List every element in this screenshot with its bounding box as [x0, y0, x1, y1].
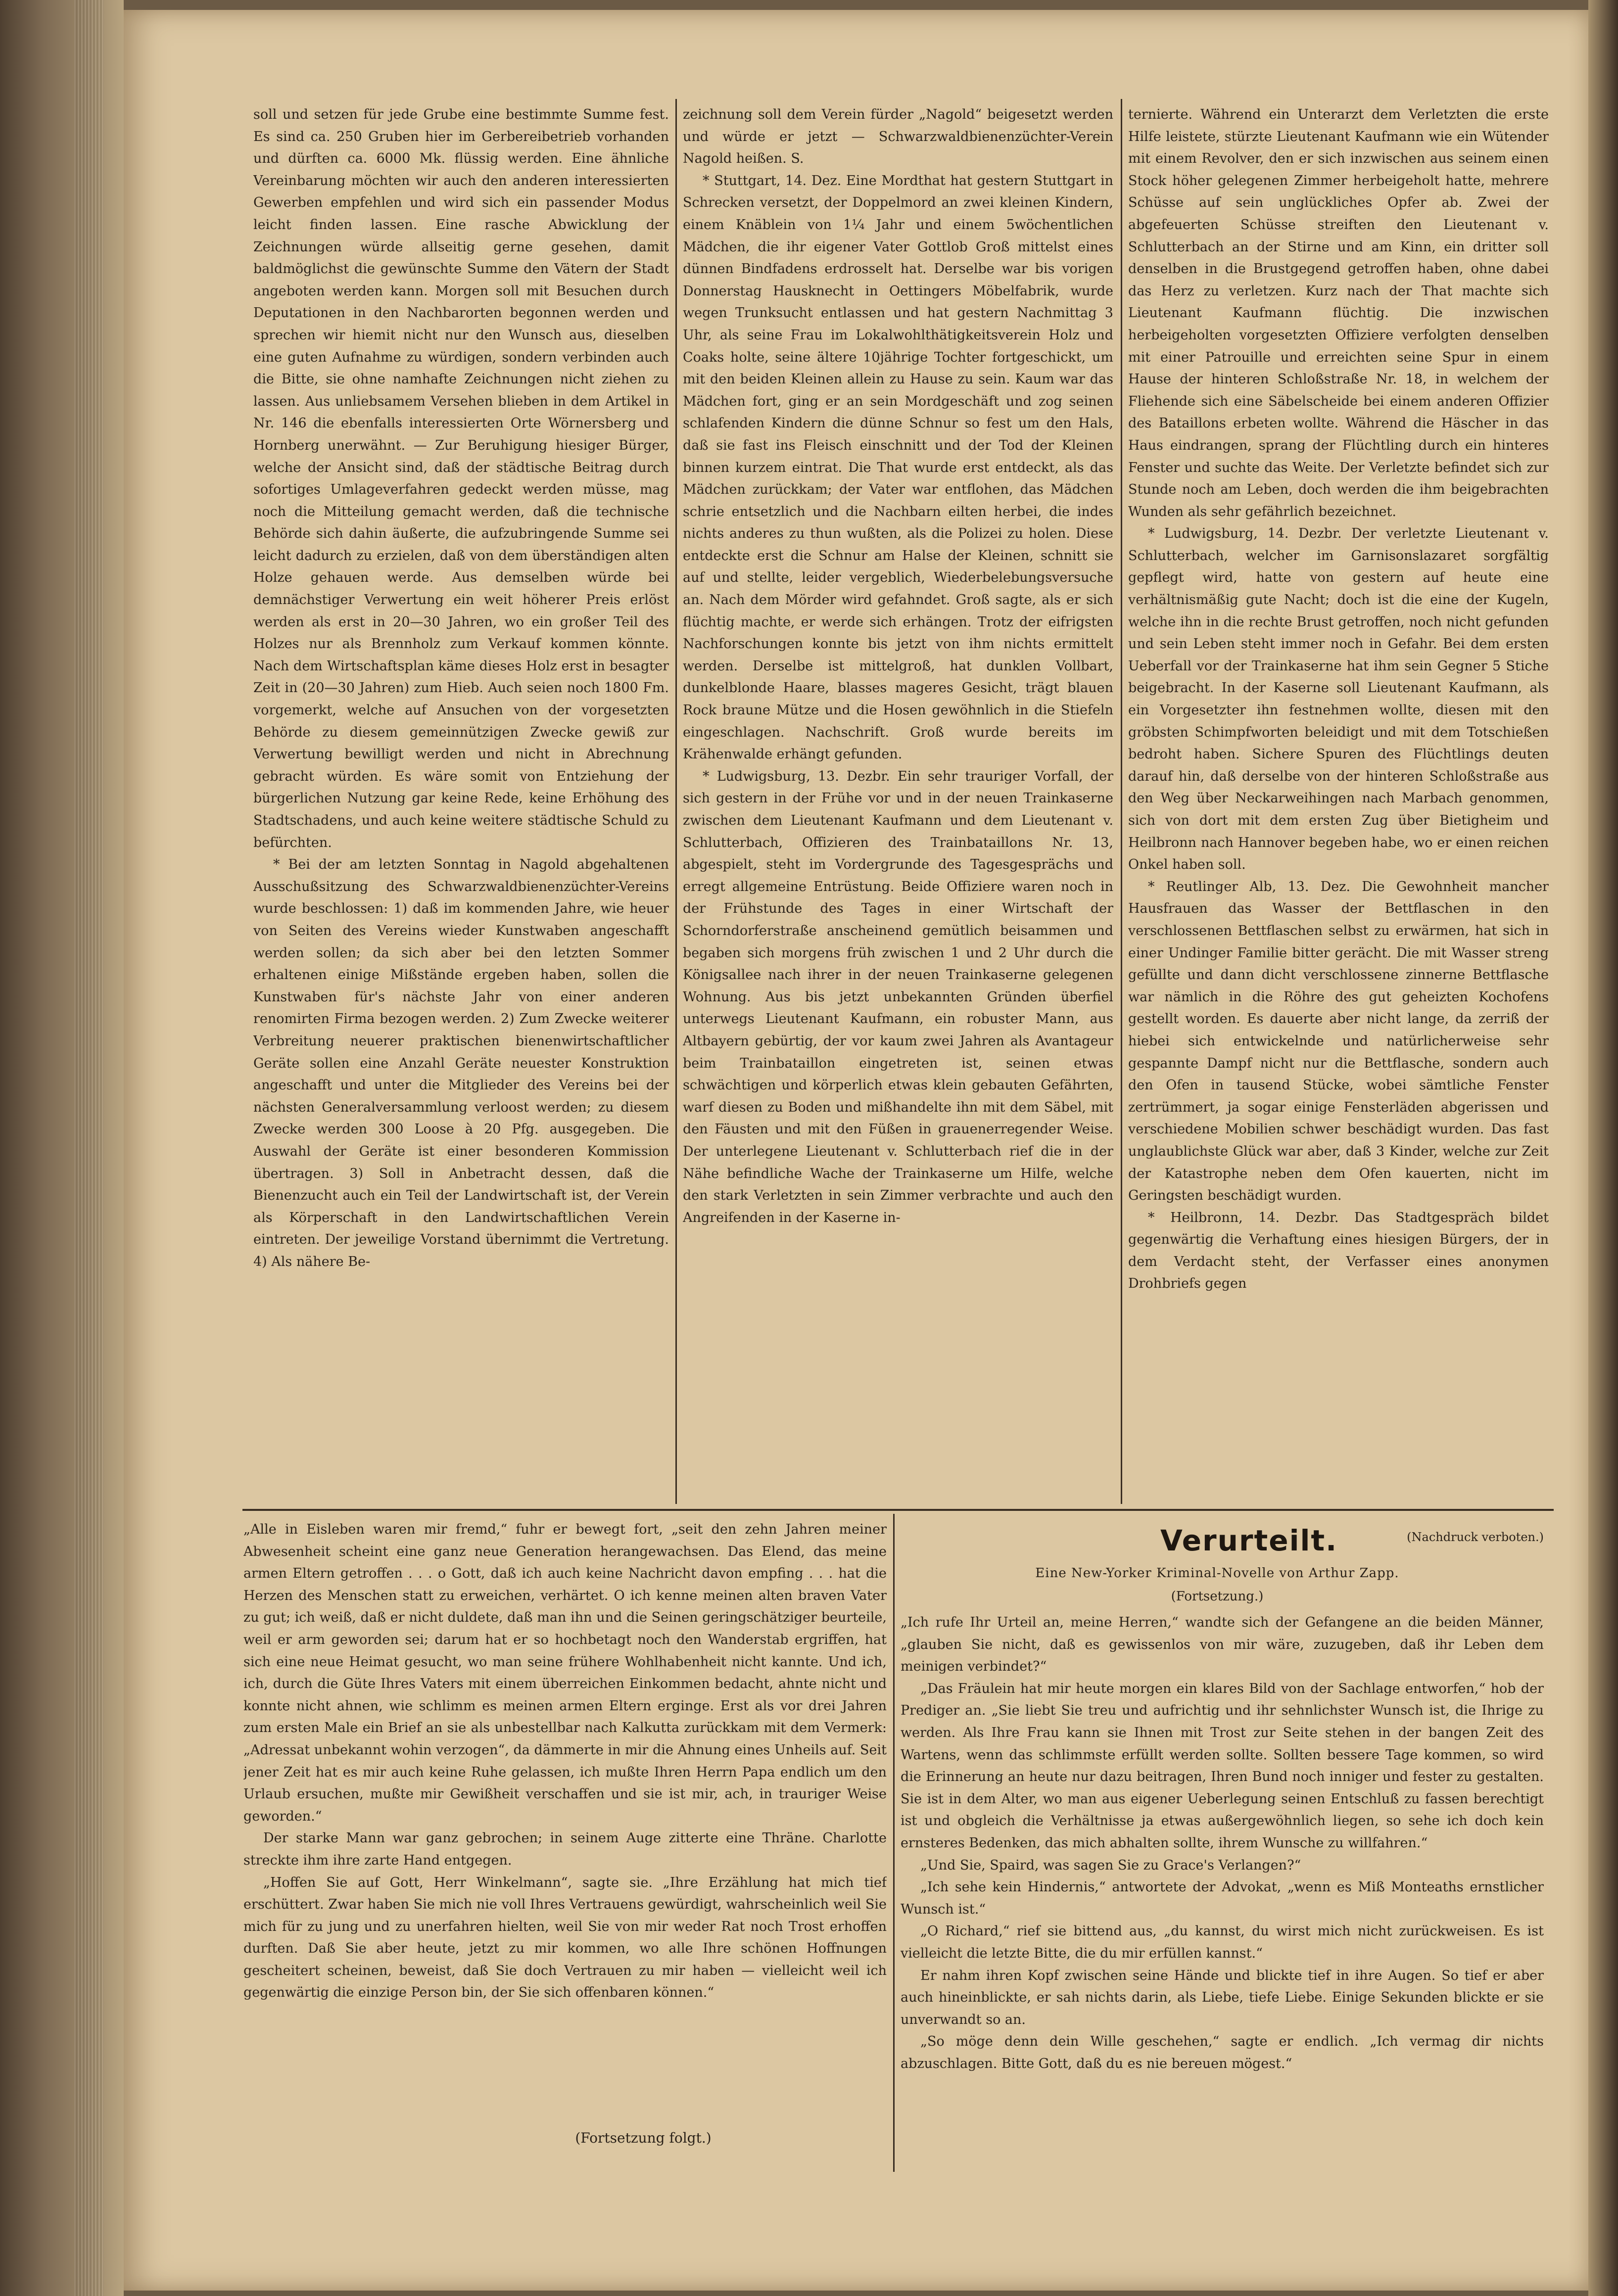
novel-paragraph: „Ich rufe Ihr Urteil an, meine Herren,“ wandte sich der Gefangene an die beiden Männer, „glauben Sie nicht, daß es gewissenlos von mir wäre, zuzugeben, daß ihr Leben dem meinigen verbindet?“ — [901, 1615, 1544, 1675]
page-edge — [1588, 0, 1618, 2296]
article-continuation: zeichnung soll dem Verein fürder „Nagold“ beigesetzt werden und würde er jetzt — Schwarzwaldbienenzüchter-Verein Nagold heißen. S. — [683, 107, 1113, 167]
article-ludwigsburg-14: * Ludwigsburg, 14. Dezbr. Der verletzte Lieutenant v. Schlutterbach, welcher im Garnisonslazaret sorgfältig gepflegt wird, hatte von gestern auf heute eine verhältnismäßig gute Nacht; doch ist die eine der Kugeln, welche ihn in die rechte Brust getroffen, noch nicht gefunden und sein Leben steht immer noch in Gefahr. Bei dem ersten Ueberfall vor der Trainkaserne hat ihm sein Gegner 5 Stiche beigebracht. In der Kaserne soll Lieutenant Kaufmann, als ein Vorgesetzter ihn festnehmen wollte, diesen mit den gröbsten Schimpfworten beleidigt und mit dem Totschießen bedroht haben. Sichere Spuren des Flüchtlings deuten darauf hin, daß derselbe von der hinteren Schloßstraße aus den Weg über Neckarweihingen nach Marbach genommen, sich von dort mit dem ersten Zug über Bietigheim und Heilbronn nach Hannover begeben habe, wo er einen reichen Onkel haben soll. — [1128, 526, 1549, 873]
continuation-note: (Fortsetzung folgt.) — [575, 2130, 712, 2146]
story-paragraph: „Hoffen Sie auf Gott, Herr Winkelmann“, sagte sie. „Ihre Erzählung hat mich tief erschüttert. Zwar haben Sie mich nie voll Ihres Vertrauens gewürdigt, wahrscheinlich weil Sie mich für zu jung und zu unerfahren hielten, weil Sie von mir weder Rat noch Trost erhoffen durften. Daß Sie aber heute, jetzt zu mir kommen, wo alle Ihre schönen Hoffnungen gescheitert scheinen, beweist, daß Sie doch Vertrauen zu mir haben — vielleicht weil ich gegenwärtig die einzige Person bin, der Sie sich offenbaren können.“ — [243, 1874, 887, 2001]
novel-continuation-label: (Fortsetzung.) — [1171, 1589, 1264, 1604]
reprint-note: (Nachdruck verboten.) — [1407, 1530, 1544, 1544]
column-3 — [1128, 104, 1549, 1499]
novel-paragraph: „Und Sie, Spaird, was sagen Sie zu Grace's Verlangen?“ — [920, 1857, 1301, 1873]
column-rule-2 — [1121, 99, 1122, 1504]
article-heilbronn: * Heilbronn, 14. Dezbr. Das Stadtgespräch bildet gegenwärtig die Verhaftung eines hiesigen Bürgers, der in dem Verdacht steht, der Verfasser eines anonymen Drohbriefs gegen — [1128, 1210, 1549, 1292]
novel-paragraph: „So möge denn dein Wille geschehen,“ sagte er endlich. „Ich vermag dir nichts abzuschlagen. Bitte Gott, daß du es nie bereuen mögest.“ — [901, 2034, 1544, 2071]
novel-paragraph: „Das Fräulein hat mir heute morgen ein klares Bild von der Sachlage entworfen,“ hob der Prediger an. „Sie liebt Sie treu und aufrichtig und ihr sehnlichster Wunsch ist, die Ihrige zu werden. Als Ihre Frau kann sie Ihnen mit Trost zur Seite stehen in der bangen Zeit des Wartens, wenn das schlimmste erfüllt werden sollte. Sollten bessere Tage kommen, so wird die Erinnerung an heute nur dazu beitragen, Ihren Bund noch inniger und fester zu gestalten. Sie ist in dem Alter, wo man aus eigener Ueberlegung seinen Entschluß zu fassen berechtigt ist und obgleich die Verhältnisse ja etwas außergewöhnlich liegen, so sehe ich doch kein ernsteres Bedenken, das mich abhalten sollte, ihrem Wunsche zu willfahren.“ — [901, 1681, 1544, 1851]
story-paragraph: Der starke Mann war ganz gebrochen; in seinem Auge zitterte eine Thräne. Charlotte streckte ihm ihre zarte Hand entgegen. — [243, 1830, 887, 1868]
story-column — [243, 1519, 887, 2127]
feuilleton-rule — [893, 1514, 895, 2172]
section-divider — [242, 1509, 1554, 1511]
novel-paragraph: Er nahm ihren Kopf zwischen seine Hände und blickte tief in ihre Augen. So tief er aber auch hineinblickte, er sah nichts darin, als Liebe, tiefe Liebe. Einige Sekunden blickte er sie unverwandt so an. — [901, 1968, 1544, 2027]
novel-title: Verurteilt. — [1160, 1524, 1338, 1557]
column-1 — [253, 104, 669, 1499]
column-2 — [683, 104, 1113, 1499]
article-local-news: soll und setzen für jede Grube eine bestimmte Summe fest. Es sind ca. 250 Gruben hier im Gerbereibetrieb vorhanden und dürften ca. 6000 Mk. flüssig werden. Eine ähnliche Vereinbarung möchten wir auch den anderen interessierten Gewerben empfehlen und wird sich ein passender Modus leicht finden lassen. Eine rasche Abwicklung der Zeichnungen würde allseitig gerne gesehen, damit baldmöglichst die gewünschte Summe den Vätern der Stadt angeboten werden kann. Morgen soll mit Besuchen durch Deputationen in den Nachbarorten begonnen werden und sprechen wir hiemit nicht nur den Wunsch aus, dieselben eine guten Aufnahme zu würdigen, sondern verbinden auch die Bitte, sie ohne namhafte Zeichnungen nicht ziehen zu lassen. Aus unliebsamem Versehen blieben in dem Artikel in Nr. 146 die ebenfalls interessierten Orte Wörnersberg und Hornberg unerwähnt. — Zur Beruhigung hiesiger Bürger, welche der Ansicht sind, daß der städtische Beitrag durch sofortiges Umlageverfahren gedeckt werden müsse, mag noch die Mitteilung gemacht werden, daß die technische Behörde sich dahin äußerte, die aufzubringende Summe sei leicht dadurch zu erzielen, daß von dem überständigen alten Holze gehauen werde. Aus demselben würde bei demnächstiger Verwertung ein weit höherer Preis erlöst werden als erst in 20—30 Jahren, wo ein großer Teil des Holzes nur als Brennholz zum Verkauf kommen könnte. Nach dem Wirtschaftsplan käme dieses Holz erst in besagter Zeit in (20—30 Jahren) zum Hieb. Auch seien noch 1800 Fm. vorgemerkt, welche auf Ansuchen von der vorgesetzten Behörde zu diesem gemeinnützigen Zwecke gewiß zur Verwertung bewilligt werden und nicht in Abrechnung gebracht würden. Es wäre somit von Entziehung der bürgerlichen Nutzung gar keine Rede, keine Erhöhung des Stadtschadens, und auch keine weitere städtische Schuld zu befürchten. — [253, 107, 669, 850]
article-stuttgart: * Stuttgart, 14. Dez. Eine Mordthat hat gestern Stuttgart in Schrecken versetzt, der Doppelmord an zwei kleinen Kindern, einem Knäblein von 1¼ Jahr und einem 5wöchentlichen Mädchen, die ihr eigener Vater Gottlob Groß mittelst eines dünnen Bindfadens erdrosselt hat. Derselbe war bis vorigen Donnerstag Hausknecht in Oettingers Möbelfabrik, wurde wegen Trunksucht entlassen und hat gestern Nachmittag 3 Uhr, als seine Frau im Lokalwohlthätigkeitsverein Holz und Coaks holte, seine ältere 10jährige Tochter fortgeschickt, um mit den beiden Kleinen allein zu Hause zu sein. Kaum war das Mädchen fort, ging er an sein Mordgeschäft und zog seinen schlafenden Kindern die dünne Schnur so fest um den Hals, daß sie fast ins Fleisch einschnitt und der Tod der Kleinen binnen kurzem eintrat. Die That wurde erst entdeckt, als das Mädchen zurückkam; der Vater war entflohen, das Mädchen schrie entsetzlich und die Nachbarn eilten herbei, die indes nichts anderes zu thun wußten, als die Polizei zu holen. Diese entdeckte erst die Schnur am Halse der Kleinen, schnitt sie auf und stellte, leider vergeblich, Wiederbelebungsversuche an. Nach dem Mörder wird gefahndet. Groß sagte, als er sich flüchtig machte, er werde sich erhängen. Trotz der eifrigsten Nachforschungen konnte bis jetzt von ihm nichts ermittelt werden. Derselbe ist mittelgroß, hat dunklen Vollbart, dunkelblonde Haare, blasses mageres Gesicht, trägt blauen Rock braune Mütze und die Hosen gewöhnlich in die Stiefeln eingeschlagen. Nachschrift. Groß wurde bereits im Krähenwalde erhängt gefunden. — [683, 173, 1113, 762]
article-ludwigsburg-13: * Ludwigsburg, 13. Dezbr. Ein sehr trauriger Vorfall, der sich gestern in der Frühe vor und in der neuen Trainkaserne zwischen dem Lieutenant Kaufmann und dem Lieutenant v. Schlutterbach, Offizieren des Trainbataillons Nr. 13, abgespielt, steht im Vordergrunde des Tagesgesprächs und erregt allgemeine Entrüstung. Beide Offiziere waren noch in der Frühstunde des Tages in einer Wirtschaft der Schorndorferstraße anscheinend gemütlich beisammen und begaben sich morgens früh zwischen 1 und 2 Uhr durch die Königsallee nach ihrer in der neuen Trainkaserne gelegenen Wohnung. Aus bis jetzt unbekannten Gründen überfiel unterwegs Lieutenant Kaufmann, ein robuster Mann, aus Altbayern gebürtig, der vor kaum zwei Jahren als Avantageur beim Trainbataillon eingetreten ist, seinen etwas schwächtigen und körperlich etwas klein gebauten Gefährten, warf diesen zu Boden und mißhandelte ihn mit dem Säbel, mit den Fäusten und mit den Füßen in grauenerregender Weise. Der unterlegene Lieutenant v. Schlutterbach rief die in der Nähe befindliche Wache der Trainkaserne um Hilfe, welche den stark Verletzten in sein Zimmer verbrachte und auch den Angreifenden in der Kaserne in- — [683, 768, 1113, 1225]
article-beekeepers: * Bei der am letzten Sonntag in Nagold abgehaltenen Ausschußsitzung des Schwarzwaldbienenzüchter-Vereins wurde beschlossen: 1) daß im kommenden Jahre, wie heuer von Seiten des Vereins wieder Kunstwaben angeschafft werden sollen; da sich aber bei den letzten Sommer erhaltenen einige Mißstände ergeben haben, sollen die Kunstwaben für's nächste Jahr von einer anderen renomirten Firma bezogen werden. 2) Zum Zwecke weiterer Verbreitung neuerer praktischen bienenwirtschaftlicher Geräte sollen eine Anzahl Geräte neuester Konstruktion angeschafft und unter die Mitglieder des Vereins bei der nächsten Generalversammlung verloost werden; zu diesem Zwecke werden 300 Loose à 20 Pfg. ausgegeben. Die Auswahl der Geräte ist einer besonderen Kommission übertragen. 3) Soll in Anbetracht dessen, daß die Bienenzucht auch ein Teil der Landwirtschaft ist, der Verein als Körperschaft in den Landwirtschaftlichen Verein eintreten. Der jeweilige Vorstand übernimmt die Vertretung. 4) Als nähere Be- — [253, 857, 669, 1269]
novel-subtitle: Eine New-Yorker Kriminal-Novelle von Arthur Zapp. — [1035, 1566, 1399, 1581]
book-binding — [0, 0, 124, 2296]
story-paragraph: „Alle in Eisleben waren mir fremd,“ fuhr er bewegt fort, „seit den zehn Jahren meiner Abwesenheit scheint eine ganz neue Generation herangewachsen. Das Elend, das meine armen Eltern getroffen . . . o Gott, daß ich auch keine Nachricht davon empfing . . . hat die Herzen des Menschen statt zu erweichen, verhärtet. O ich kenne meinen alten braven Vater zu gut; ich weiß, daß er nicht duldete, daß man ihn und die Seinen geringschätziger beurteile, weil er arm geworden sei; darum hat er so hochbetagt noch den Wanderstab ergriffen, hat sich eine neue Heimat gesucht, wo man seine frühere Wohlhabenheit nicht kannte. Und ich, ich, durch die Güte Ihres Vaters mit einem überreichen Einkommen bedacht, ahnte nicht und konnte nicht ahnen, wie schlimm es meinen armen Eltern erginge. Erst als vor drei Jahren zum ersten Male ein Brief an sie als unbestellbar nach Kalkutta zurückkam mit dem Vermerk: „Adressat unbekannt wohin verzogen“, da dämmerte in mir die Ahnung eines Unheils auf. Seit jener Zeit hat es mir auch keine Ruhe gelassen, ich mußte Ihren Herrn Papa endlich um den Urlaub ersuchen, mußte mir Gewißheit verschaffen und sie ist mir, ach, in trauriger Weise geworden.“ — [243, 1522, 887, 1824]
novel-paragraph: „O Richard,“ rief sie bittend aus, „du kannst, du wirst mich nicht zurückweisen. Es ist vielleicht die letzte Bitte, die du mir erfüllen kannst.“ — [901, 1923, 1544, 1961]
article-reutlinger-alb: * Reutlinger Alb, 13. Dez. Die Gewohnheit mancher Hausfrauen das Wasser der Bettflaschen in den verschlossenen Bettflaschen selbst zu erwärmen, hat sich in einer Undinger Familie bitter gerächt. Die mit Wasser streng gefüllte und dann dicht verschlossene zinnerne Bettflasche war nämlich in die Röhre des gut geheizten Kochofens gestellt worden. Es dauerte aber nicht lange, da zerriß der hiebei sich entwickelnde und natürlicherweise sehr gespannte Dampf nicht nur die Bettflasche, sondern auch den Ofen in tausend Stücke, wobei sämtliche Fenster zertrümmert, ja sogar einige Fensterläden abgerissen und verschiedene Mobilien schwer beschädigt wurden. Das fast unglaublichste Glück war aber, daß 3 Kinder, welche zur Zeit der Katastrophe neben dem Ofen kauerten, nicht im Geringsten beschädigt wurden. — [1128, 879, 1549, 1204]
article-ludwigsburg-13-cont: ternierte. Während ein Unterarzt dem Verletzten die erste Hilfe leistete, stürzte Lieutenant Kaufmann wie ein Wütender mit einem Revolver, den er sich inzwischen aus seinem einen Stock höher gelegenen Zimmer herbeigeholt hatte, mehrere Schüsse auf sein unglückliches Opfer ab. Zwei der abgefeuerten Schüsse streiften den Lieutenant v. Schlutterbach an der Stirne und am Kinn, ein dritter soll denselben in die Brustgegend getroffen haben, ohne dabei das Herz zu verletzen. Kurz nach der That machte sich Lieutenant Kaufmann flüchtig. Die inzwischen herbeigeholten vorgesetzten Offiziere verfolgten denselben mit einer Patrouille und erreichten seine Spur in einem Hause der hinteren Schloßstraße Nr. 18, in welchem der Fliehende sich eine Säbelscheide bei einem anderen Offizier des Bataillons erbeten wollte. Während die Häscher in das Haus eindrangen, sprang der Flüchtling durch ein hinteres Fenster und suchte das Weite. Der Verletzte befindet sich zur Stunde noch am Leben, doch werden die ihm beigebrachten Wunden als sehr gefährlich bezeichnet. — [1128, 107, 1549, 519]
novel-column — [901, 1612, 1544, 2146]
novel-paragraph: „Ich sehe kein Hindernis,“ antwortete der Advokat, „wenn es Miß Monteaths ernstlicher Wunsch ist.“ — [901, 1879, 1544, 1917]
column-rule-1 — [675, 99, 677, 1504]
